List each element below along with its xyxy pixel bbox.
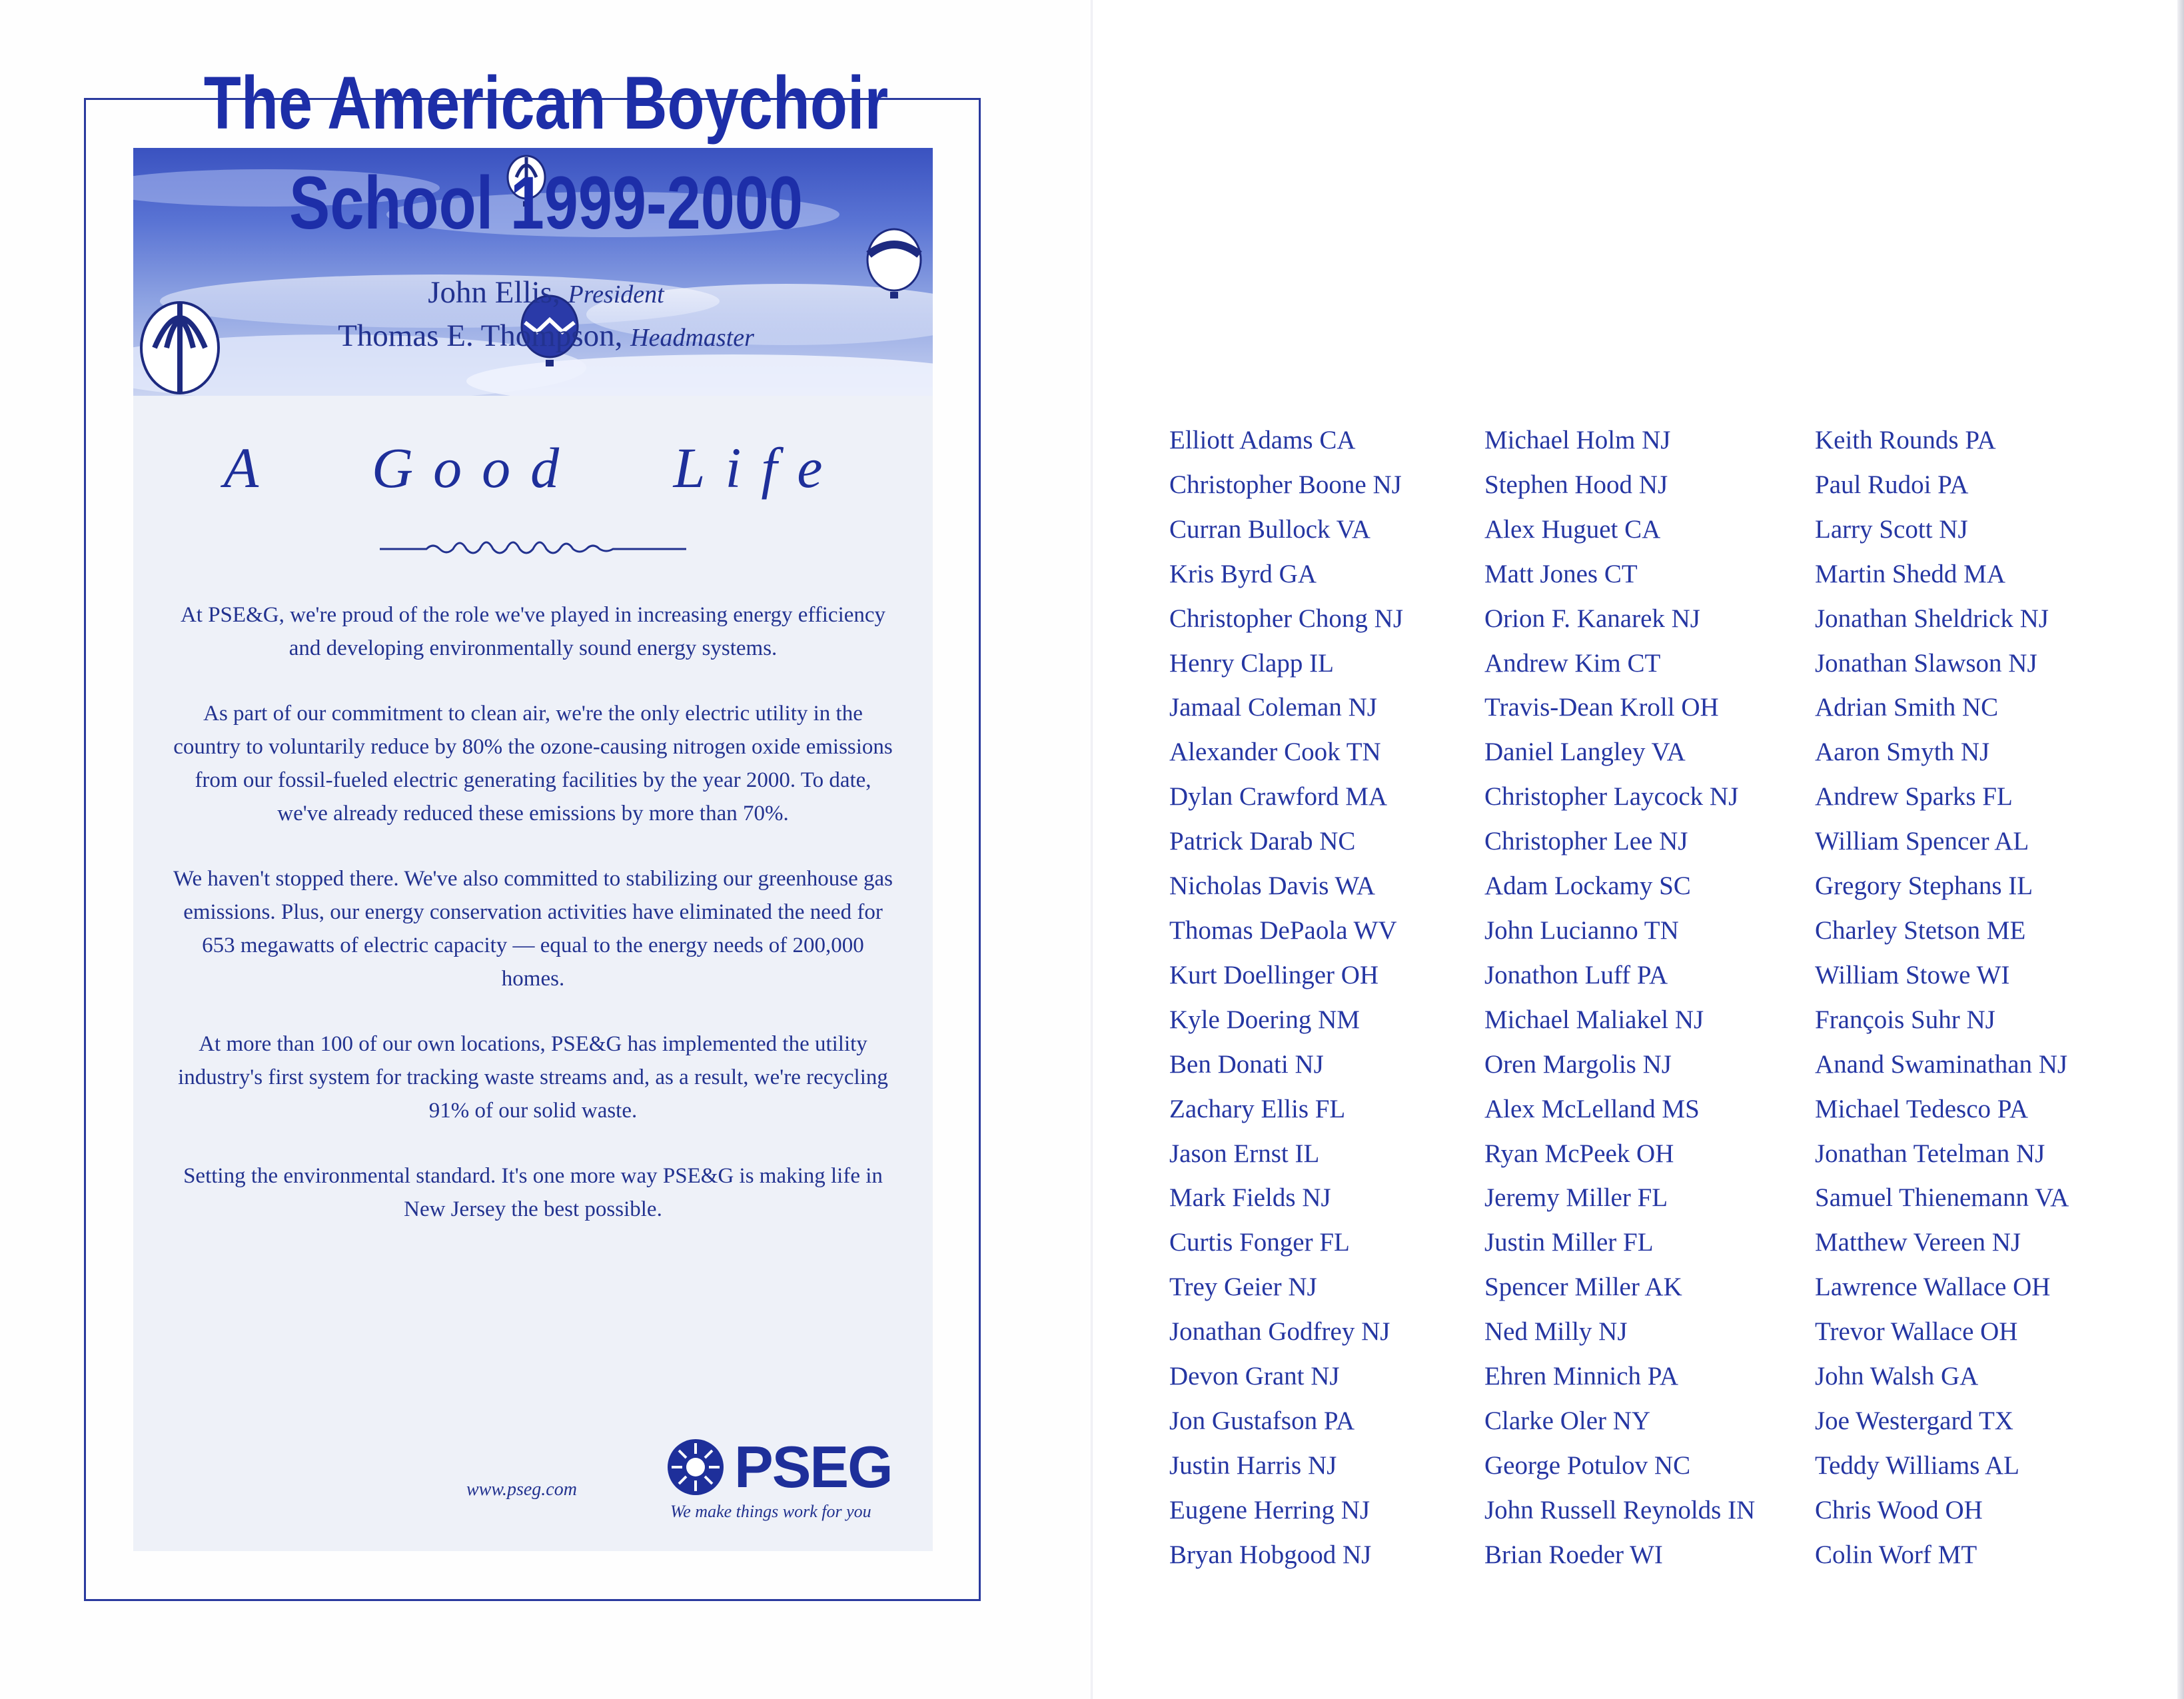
roster-entry: Mark Fields NJ xyxy=(1169,1183,1331,1213)
roster-entry: Justin Miller FL xyxy=(1484,1228,1654,1257)
roster-entry: Kurt Doellinger OH xyxy=(1169,960,1379,989)
title-line: School 1999-2000 xyxy=(289,161,803,245)
roster-entry: Curtis Fonger FL xyxy=(1169,1228,1350,1257)
roster-entry: Teddy Williams AL xyxy=(1815,1450,2019,1480)
officer-headmaster xyxy=(0,315,1092,358)
roster-entry: Aaron Smyth NJ xyxy=(1815,738,1990,767)
roster-entry: Chris Wood OH xyxy=(1815,1495,1983,1524)
roster-entry: Kyle Doering NM xyxy=(1169,1005,1360,1034)
sunburst-logo-icon xyxy=(666,1438,725,1496)
roster-entry: Jeremy Miller FL xyxy=(1484,1183,1668,1213)
roster-entry: Patrick Darab NC xyxy=(1169,827,1356,856)
roster-entry: Michael Holm NJ xyxy=(1484,426,1671,454)
roster-entry: Travis-Dean Kroll OH xyxy=(1484,693,1719,722)
roster-entry: Adrian Smith NC xyxy=(1815,693,1999,722)
roster-entry: Martin Shedd MA xyxy=(1815,559,2005,588)
roster-entry: Lawrence Wallace OH xyxy=(1815,1273,2051,1302)
roster-entry: Matt Jones CT xyxy=(1484,559,1638,588)
roster-entry: Alex Huguet CA xyxy=(1484,514,1661,544)
roster-entry: Adam Lockamy SC xyxy=(1484,871,1691,901)
officers-block xyxy=(0,272,1092,358)
roster-entry: John Lucianno TN xyxy=(1484,915,1679,945)
roster-entry: Jason Ernst IL xyxy=(1169,1139,1320,1168)
roster-entry: Curran Bullock VA xyxy=(1169,514,1370,544)
ad-headline: A Good Life xyxy=(223,436,843,500)
roster-entry: Keith Rounds PA xyxy=(1815,426,1996,454)
roster-entry: Samuel Thienemann VA xyxy=(1815,1183,2069,1213)
page-edge xyxy=(2177,0,2184,1699)
roster-entry: François Suhr NJ xyxy=(1815,1005,1995,1034)
roster-entry: Ryan McPeek OH xyxy=(1484,1139,1674,1168)
roster-entry: Justin Harris NJ xyxy=(1169,1450,1337,1480)
decorative-squiggle-divider xyxy=(380,534,686,561)
roster-entry: Jonathan Tetelman NJ xyxy=(1815,1139,2045,1168)
officer-name: John Ellis, xyxy=(428,275,560,310)
roster-entry: Christopher Lee NJ xyxy=(1484,827,1688,856)
roster-entry: William Spencer AL xyxy=(1815,827,2029,856)
roster-entry: Jon Gustafson PA xyxy=(1169,1406,1355,1435)
roster-entry: Clarke Oler NY xyxy=(1484,1406,1651,1435)
roster-entry: William Stowe WI xyxy=(1815,960,2010,989)
roster-entry: Colin Worf MT xyxy=(1815,1540,1977,1569)
roster-entry: Alex McLelland MS xyxy=(1484,1094,1700,1123)
ad-paragraph: At more than 100 of our own locations, PSE&G has implemented the utility industry's first system for tracking waste streams and, as a result, we're recycling 91% of our solid waste. xyxy=(178,1032,888,1123)
book-spine xyxy=(1091,0,1093,1699)
roster-entry: Brian Roeder WI xyxy=(1484,1540,1663,1569)
roster-entry: Jonathan Godfrey NJ xyxy=(1169,1317,1390,1347)
roster-entry: Christopher Boone NJ xyxy=(1169,470,1402,499)
roster-entry: Anand Swaminathan NJ xyxy=(1815,1049,2068,1079)
roster-entry: Larry Scott NJ xyxy=(1815,514,1968,544)
roster-entry: Stephen Hood NJ xyxy=(1484,470,1668,499)
roster-entry: Christopher Laycock NJ xyxy=(1484,782,1739,812)
roster-entry: John Walsh GA xyxy=(1815,1362,1979,1391)
officer-role: Headmaster xyxy=(630,324,754,352)
roster-column-1 xyxy=(1169,418,1403,1578)
roster-entry: Jonathan Sheldrick NJ xyxy=(1815,604,2049,633)
roster-entry: Henry Clapp IL xyxy=(1169,648,1334,678)
ad-paragraph: Setting the environmental standard. It's one more way PSE&G is making life in New Jersey the best possible. xyxy=(183,1164,883,1221)
roster-entry: Matthew Vereen NJ xyxy=(1815,1228,2021,1257)
roster-entry: Gregory Stephans IL xyxy=(1815,871,2033,901)
roster-column-2 xyxy=(1484,418,1755,1578)
pseg-website-link[interactable]: www.pseg.com xyxy=(466,1479,577,1500)
ad-paragraph: We haven't stopped there. We've also committed to stabilizing our greenhouse gas emissions. Plus, our energy conservation activities have eliminated the need for 653 megawatts of electric capacity — equal to the energy needs of 200,000 homes. xyxy=(173,867,893,991)
roster-entry: Jonathon Luff PA xyxy=(1484,960,1668,989)
roster-entry: Ehren Minnich PA xyxy=(1484,1362,1679,1391)
ad-paragraph: At PSE&G, we're proud of the role we've played in increasing energy efficiency and developing environmentally sound energy systems. xyxy=(180,603,886,660)
ad-body-copy xyxy=(173,598,893,1258)
roster-entry: Bryan Hobgood NJ xyxy=(1169,1540,1372,1569)
roster-entry: Zachary Ellis FL xyxy=(1169,1094,1346,1123)
roster-entry: George Potulov NC xyxy=(1484,1450,1691,1480)
logo-wordmark: PSEG xyxy=(734,1434,892,1500)
title-line: The American Boychoir xyxy=(203,61,889,145)
officer-name: Thomas E. Thompson, xyxy=(338,318,623,353)
roster-entry: Paul Rudoi PA xyxy=(1815,470,1969,499)
pseg-logo xyxy=(666,1434,906,1521)
roster-entry: Dylan Crawford MA xyxy=(1169,782,1388,812)
roster-entry: Andrew Kim CT xyxy=(1484,648,1661,678)
roster-entry: Oren Margolis NJ xyxy=(1484,1049,1672,1079)
officer-role: President xyxy=(568,281,664,308)
roster-entry: Eugene Herring NJ xyxy=(1169,1495,1370,1524)
roster-entry: Nicholas Davis WA xyxy=(1169,871,1376,901)
officer-president xyxy=(0,272,1092,315)
roster-entry: Thomas DePaola WV xyxy=(1169,915,1397,945)
roster-entry: Elliott Adams CA xyxy=(1169,426,1356,454)
roster-entry: Charley Stetson ME xyxy=(1815,915,2026,945)
roster-entry: Alexander Cook TN xyxy=(1169,738,1381,767)
roster-entry: Kris Byrd GA xyxy=(1169,559,1317,588)
roster-entry: Christopher Chong NJ xyxy=(1169,604,1403,633)
roster-entry: Trevor Wallace OH xyxy=(1815,1317,2018,1347)
roster-column-3 xyxy=(1815,418,2069,1578)
roster-entry: Michael Maliakel NJ xyxy=(1484,1005,1704,1034)
roster-entry: Andrew Sparks FL xyxy=(1815,782,2013,812)
roster-entry: Jonathan Slawson NJ xyxy=(1815,648,2037,678)
roster-entry: Joe Westergard TX xyxy=(1815,1406,2013,1435)
roster-entry: Daniel Langley VA xyxy=(1484,738,1686,767)
page-title xyxy=(99,53,994,253)
roster-entry: Spencer Miller AK xyxy=(1484,1273,1682,1302)
roster-entry: Orion F. Kanarek NJ xyxy=(1484,604,1700,633)
logo-tagline: We make things work for you xyxy=(670,1502,871,1521)
roster-entry: Ned Milly NJ xyxy=(1484,1317,1628,1347)
roster-entry: Michael Tedesco PA xyxy=(1815,1094,2029,1123)
ad-paragraph: As part of our commitment to clean air, we're the only electric utility in the country to voluntarily reduce by 80% the ozone-causing nitrogen oxide emissions from our fossil-fueled electric generating facilities by the year 2000. To date, we've already reduced these emissions by more than 70%. xyxy=(173,702,893,826)
roster-entry: John Russell Reynolds IN xyxy=(1484,1495,1756,1524)
roster-entry: Trey Geier NJ xyxy=(1169,1273,1317,1302)
roster-entry: Devon Grant NJ xyxy=(1169,1362,1340,1391)
roster-entry: Ben Donati NJ xyxy=(1169,1049,1324,1079)
roster-entry: Jamaal Coleman NJ xyxy=(1169,693,1377,722)
